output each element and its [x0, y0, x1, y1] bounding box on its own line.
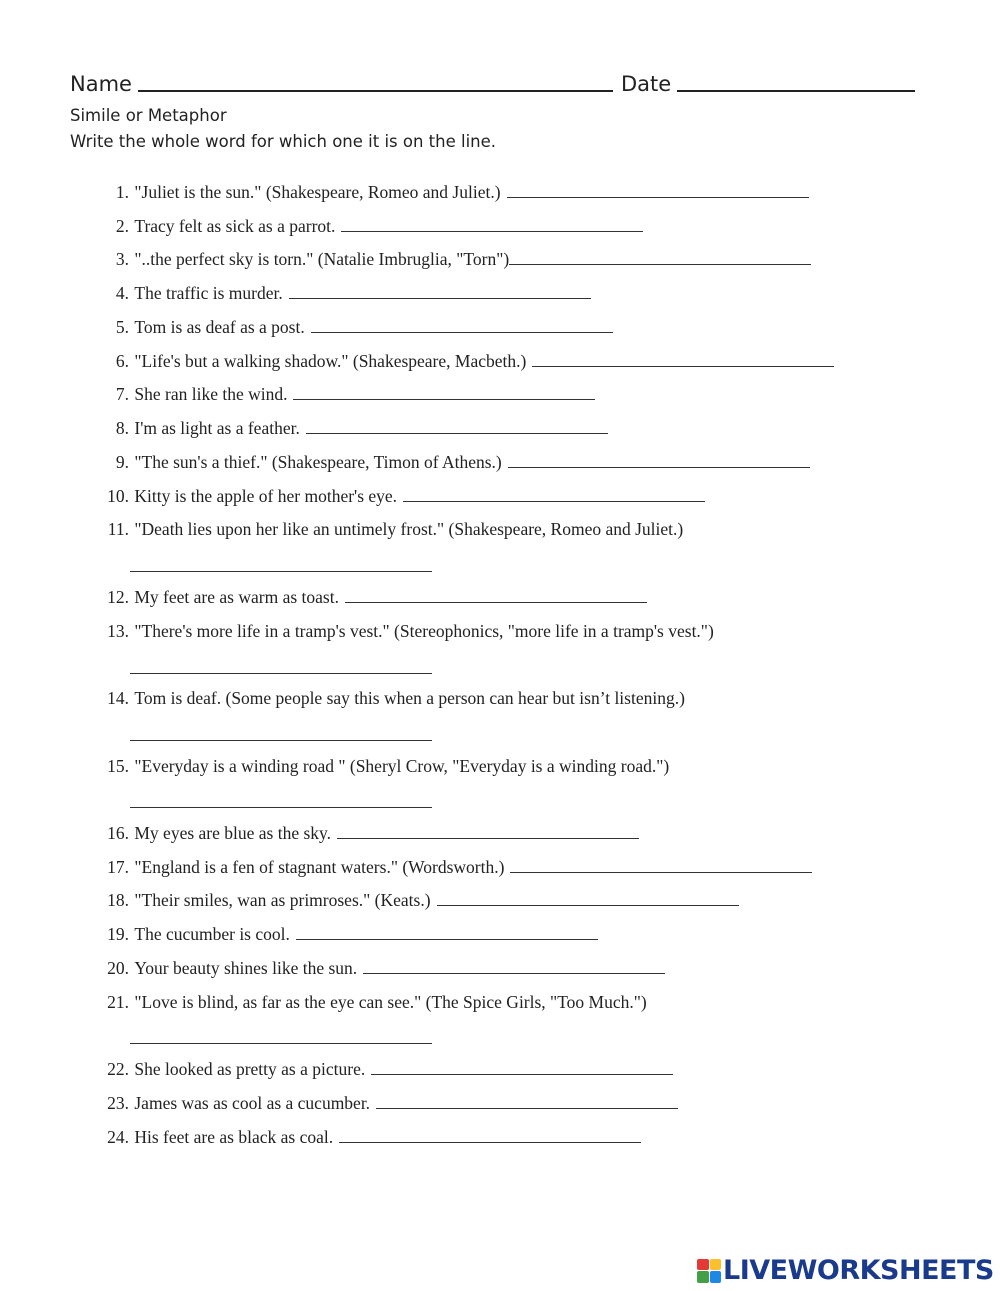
question-number: 1.: [115, 182, 129, 202]
question-number: 10.: [107, 486, 129, 506]
answer-blank[interactable]: [363, 972, 665, 974]
question-6: [96, 350, 834, 372]
question-19: [96, 923, 598, 945]
question-text: "There's more life in a tramp's vest." (Stereophonics, "more life in a tramp's vest."): [134, 621, 714, 641]
answer-blank[interactable]: [509, 263, 811, 265]
liveworksheets-logo: [697, 1255, 994, 1286]
answer-blank-15[interactable]: [130, 806, 432, 808]
question-number: 4.: [115, 283, 129, 303]
question-text: "..the perfect sky is torn." (Natalie Imbruglia, "Torn"): [134, 249, 510, 269]
question-text: She looked as pretty as a picture.: [134, 1059, 366, 1079]
question-number: 13.: [107, 621, 129, 641]
answer-blank-11[interactable]: [130, 570, 432, 572]
name-date-row: [70, 72, 915, 96]
question-number: 24.: [107, 1127, 129, 1147]
question-13: [96, 620, 714, 642]
question-16: [96, 822, 639, 844]
question-text: Tom is as deaf as a post.: [134, 317, 305, 337]
answer-blank[interactable]: [376, 1107, 678, 1109]
answer-blank[interactable]: [296, 938, 598, 940]
question-number: 8.: [115, 418, 129, 438]
answer-blank-21[interactable]: [130, 1042, 432, 1044]
question-7: [96, 383, 595, 405]
question-number: 23.: [107, 1093, 129, 1113]
question-text: My feet are as warm as toast.: [134, 587, 339, 607]
answer-blank-14[interactable]: [130, 739, 432, 741]
answer-blank[interactable]: [337, 837, 639, 839]
question-number: 20.: [107, 958, 129, 978]
question-3: [96, 248, 811, 270]
question-number: 22.: [107, 1059, 129, 1079]
question-17: [96, 856, 812, 878]
question-text: Tracy felt as sick as a parrot.: [134, 216, 336, 236]
question-text: The traffic is murder.: [134, 283, 283, 303]
answer-blank[interactable]: [341, 230, 643, 232]
answer-blank[interactable]: [339, 1141, 641, 1143]
answer-blank[interactable]: [507, 196, 809, 198]
name-label: Name: [70, 72, 132, 96]
question-21: [96, 991, 647, 1013]
question-text: The cucumber is cool.: [134, 924, 290, 944]
answer-blank[interactable]: [532, 365, 834, 367]
question-10: [96, 485, 705, 507]
date-input-line[interactable]: [677, 89, 915, 92]
question-text: "Juliet is the sun." (Shakespeare, Romeo and Juliet.): [134, 182, 501, 202]
question-12: [96, 586, 647, 608]
worksheet-instructions: Write the whole word for which one it is on the line.: [70, 132, 497, 151]
question-number: 15.: [107, 756, 129, 776]
logo-block-yellow: [710, 1259, 722, 1271]
logo-blocks-icon: [697, 1259, 721, 1283]
answer-blank[interactable]: [508, 466, 810, 468]
question-number: 12.: [107, 587, 129, 607]
answer-blank[interactable]: [311, 331, 613, 333]
answer-blank[interactable]: [437, 904, 739, 906]
question-18: [96, 889, 739, 911]
question-14: [96, 687, 685, 709]
question-text: She ran like the wind.: [134, 384, 288, 404]
question-20: [96, 957, 665, 979]
question-1: [96, 181, 809, 203]
question-text: "Death lies upon her like an untimely frost." (Shakespeare, Romeo and Juliet.): [134, 519, 684, 539]
logo-block-red: [697, 1259, 709, 1271]
question-text: "Their smiles, wan as primroses." (Keats.): [134, 890, 431, 910]
question-number: 2.: [115, 216, 129, 236]
question-text: Tom is deaf. (Some people say this when a person can hear but isn’t listening.): [134, 688, 685, 708]
question-number: 17.: [107, 857, 129, 877]
question-text: "Love is blind, as far as the eye can see." (The Spice Girls, "Too Much."): [134, 992, 647, 1012]
logo-text: LIVEWORKSHEETS: [723, 1255, 994, 1286]
question-text: His feet are as black as coal.: [134, 1127, 334, 1147]
question-number: 11.: [107, 519, 129, 539]
date-label: Date: [620, 72, 672, 96]
question-text: My eyes are blue as the sky.: [134, 823, 332, 843]
question-24: [96, 1126, 641, 1148]
question-22: [96, 1058, 673, 1080]
question-text: James was as cool as a cucumber.: [134, 1093, 371, 1113]
question-number: 5.: [115, 317, 129, 337]
answer-blank[interactable]: [306, 432, 608, 434]
question-text: "England is a fen of stagnant waters." (Wordsworth.): [134, 857, 505, 877]
question-number: 6.: [115, 351, 129, 371]
answer-blank[interactable]: [371, 1073, 673, 1075]
question-number: 19.: [107, 924, 129, 944]
question-number: 7.: [115, 384, 129, 404]
answer-blank[interactable]: [289, 297, 591, 299]
question-number: 16.: [107, 823, 129, 843]
question-11: [96, 518, 683, 540]
question-9: [96, 451, 810, 473]
question-number: 21.: [107, 992, 129, 1012]
question-number: 3.: [115, 249, 129, 269]
question-8: [96, 417, 608, 439]
question-15: [96, 755, 669, 777]
question-2: [96, 215, 643, 237]
question-text: Kitty is the apple of her mother's eye.: [134, 486, 398, 506]
question-number: 9.: [115, 452, 129, 472]
question-text: "Life's but a walking shadow." (Shakespeare, Macbeth.): [134, 351, 527, 371]
question-23: [96, 1092, 678, 1114]
answer-blank[interactable]: [345, 601, 647, 603]
question-text: "Everyday is a winding road " (Sheryl Crow, "Everyday is a winding road."): [134, 756, 670, 776]
answer-blank[interactable]: [293, 398, 595, 400]
question-number: 14.: [107, 688, 129, 708]
question-4: [96, 282, 591, 304]
logo-block-blue: [710, 1271, 722, 1283]
question-text: "The sun's a thief." (Shakespeare, Timon of Athens.): [134, 452, 502, 472]
question-text: I'm as light as a feather.: [134, 418, 300, 438]
answer-blank-13[interactable]: [130, 672, 432, 674]
answer-blank[interactable]: [510, 871, 812, 873]
answer-blank[interactable]: [403, 500, 705, 502]
question-text: Your beauty shines like the sun.: [134, 958, 358, 978]
question-number: 18.: [107, 890, 129, 910]
name-input-line[interactable]: [138, 89, 613, 92]
worksheet-subtitle: Simile or Metaphor: [70, 106, 227, 125]
logo-block-green: [697, 1271, 709, 1283]
question-5: [96, 316, 613, 338]
